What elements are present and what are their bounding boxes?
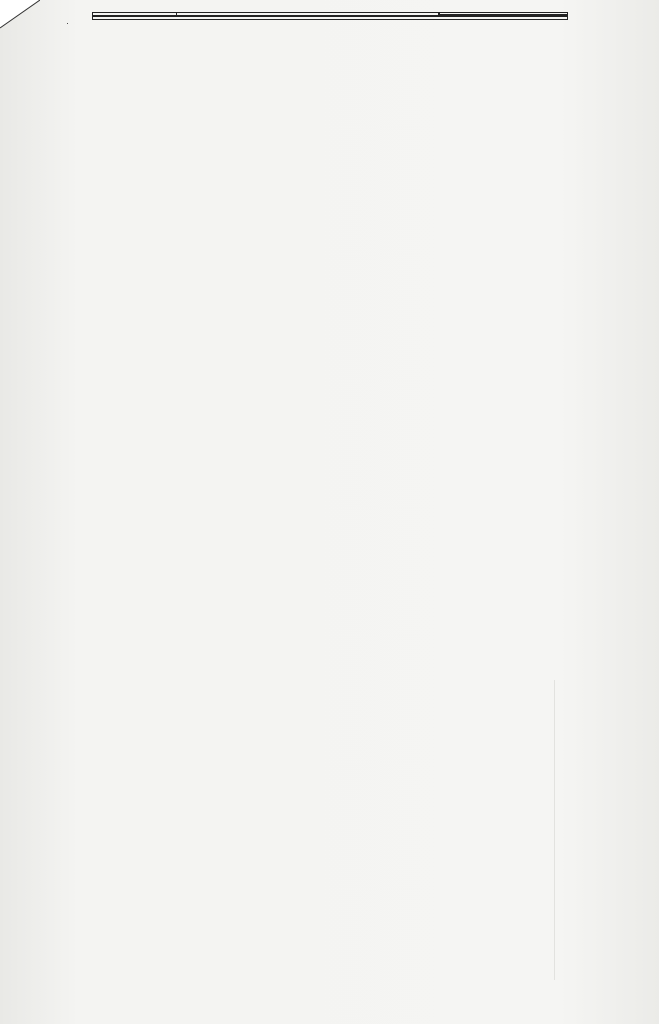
footnote-text xyxy=(93,17,567,19)
remarks-cell xyxy=(439,13,567,15)
accomplishments-cell xyxy=(177,13,439,15)
margin-mark: · xyxy=(66,18,69,28)
empty-label-cell xyxy=(93,13,177,15)
scan-artifact-line xyxy=(554,680,555,980)
footnote-row xyxy=(93,15,567,19)
accomplishments-row xyxy=(93,12,567,15)
scan-corner-mark xyxy=(0,0,40,30)
assessment-form-table xyxy=(92,12,568,20)
